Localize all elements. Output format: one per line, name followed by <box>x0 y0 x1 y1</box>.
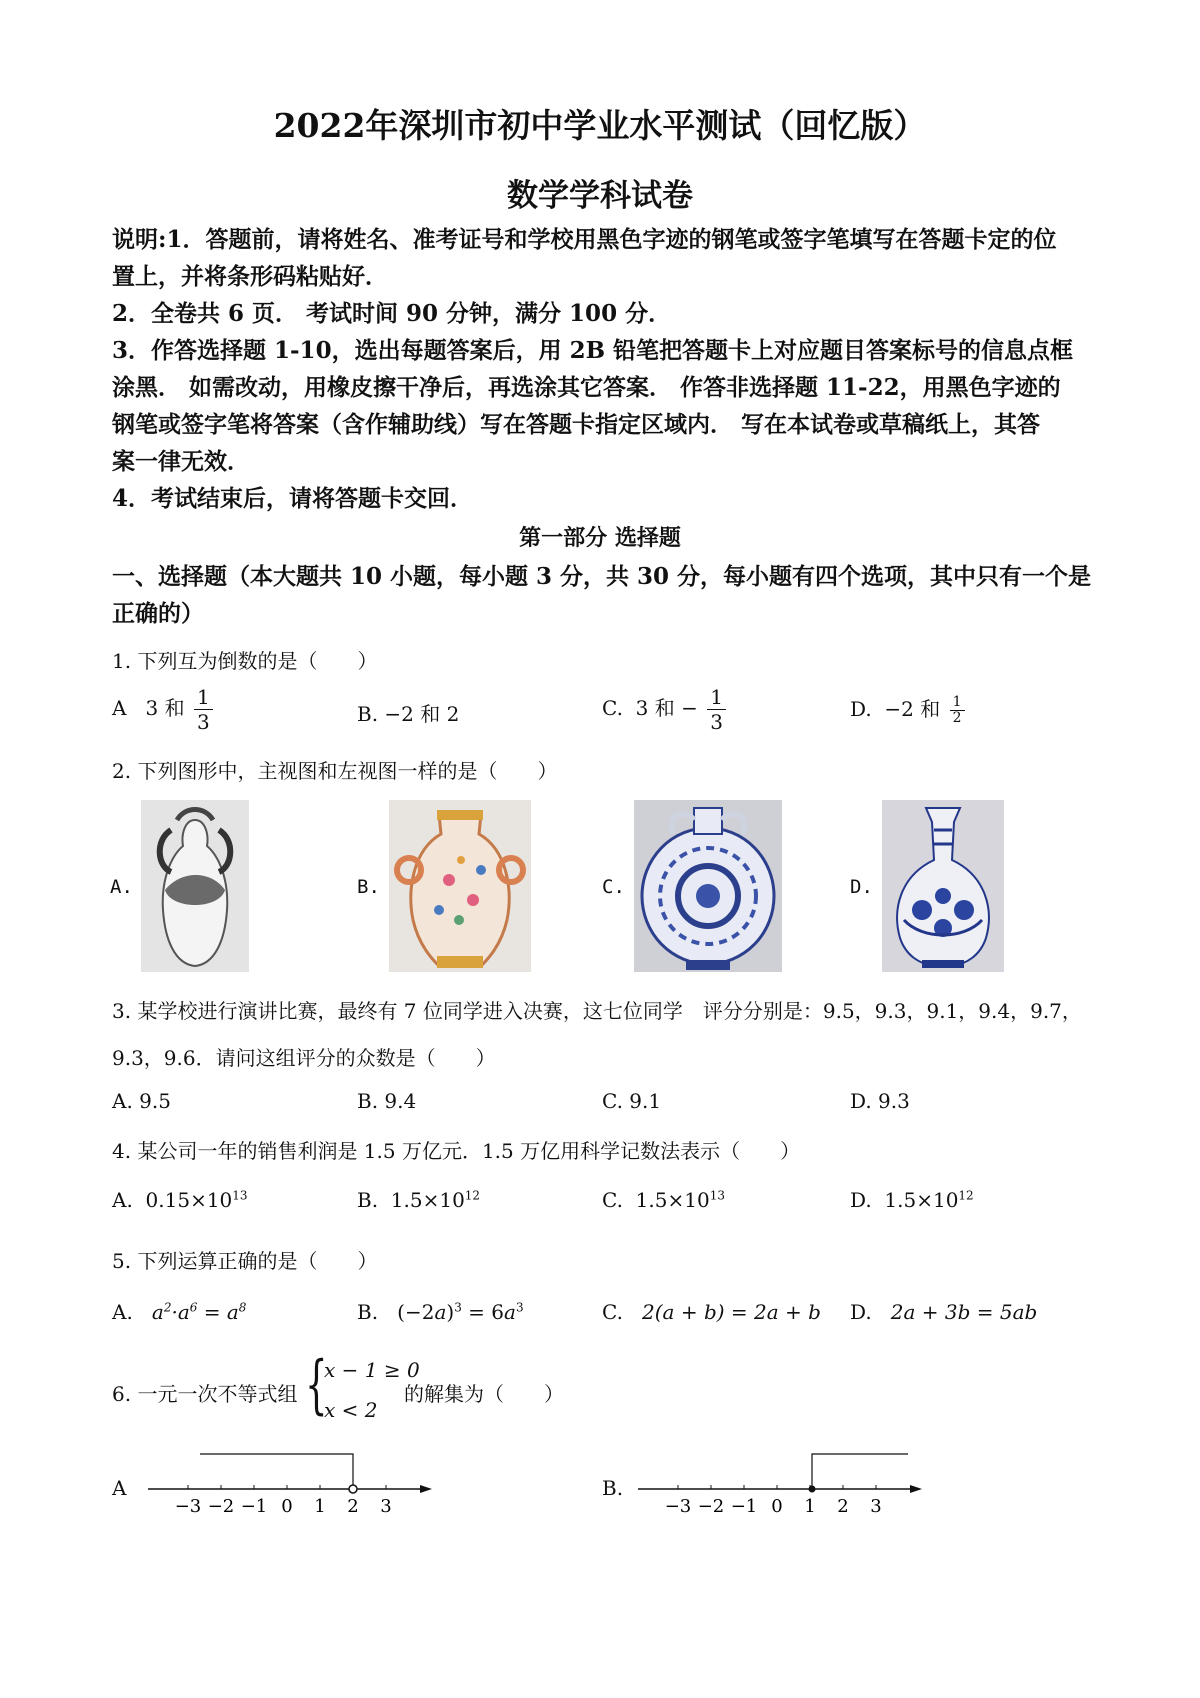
instruction-1a: 说明:1．答题前，请将姓名、准考证号和学校用黑色字迹的钢笔或签字笔填写在答题卡定的位 <box>112 226 1057 253</box>
q3-option-a: A. 9.5 <box>112 1089 171 1113</box>
q1-a-den: 3 <box>196 710 210 734</box>
instruction-4: 4．考试结束后，请将答题卡交回． <box>112 485 474 512</box>
q2-label-b: B. <box>357 876 380 898</box>
q4-d-exp: 12 <box>958 1188 974 1203</box>
q1-a-text: 3 和 <box>145 696 185 720</box>
system-brace: { <box>305 1348 328 1422</box>
q4-a-base: 0.15×10 <box>145 1188 233 1212</box>
tick-label: −2 <box>697 1496 725 1517</box>
q1-d-num: 1 <box>950 695 965 711</box>
q5-option-a <box>112 1300 246 1324</box>
q1-option-d <box>850 693 968 726</box>
q5-d-label: D. <box>850 1300 872 1324</box>
q4-c-base: 1.5×10 <box>635 1188 710 1212</box>
question-2-stem: 2. 下列图形中，主视图和左视图一样的是（ ） <box>112 759 558 783</box>
q1-d-text: −2 和 <box>884 697 941 721</box>
q6-option-b-label: B. <box>602 1476 624 1500</box>
page-title: 2022年深圳市初中学业水平测试（回忆版） <box>273 106 927 145</box>
question-3-stem-a: 3. 某学校进行演讲比赛，最终有 7 位同学进入决赛，这七位同学 评分分别是：9.5，9.3，9.1，9.4，9.7， <box>112 999 1082 1023</box>
q5-a-label: A. <box>112 1300 133 1324</box>
tick-label: 3 <box>380 1496 392 1517</box>
question-3-stem-b: 9.3，9.6．请问这组评分的众数是（ ） <box>112 1046 496 1070</box>
tick-label: 0 <box>771 1496 783 1517</box>
question-1-stem: 1. 下列互为倒数的是（ ） <box>112 649 378 673</box>
tick-label: −1 <box>730 1496 758 1517</box>
q6-option-a-label: A <box>112 1476 127 1500</box>
q1-d-den: 2 <box>952 710 962 726</box>
q1-c-label: C. <box>602 696 623 720</box>
q4-option-b <box>357 1188 480 1212</box>
q5-b-label: B. <box>357 1300 379 1324</box>
q5-option-d <box>850 1300 1037 1324</box>
q1-a-num: 1 <box>194 685 213 710</box>
question-6-stem-pre: 6. 一元一次不等式组 <box>112 1382 298 1406</box>
tick-label: −3 <box>174 1496 202 1517</box>
q4-d-base: 1.5×10 <box>884 1188 959 1212</box>
q4-b-exp: 12 <box>464 1188 481 1203</box>
q4-b-base: 1.5×10 <box>390 1188 465 1212</box>
tick-label: 3 <box>870 1496 882 1517</box>
q1-a-label: A <box>112 696 127 720</box>
q1-c-num: 1 <box>707 685 726 710</box>
q1-b-label: B. <box>357 702 379 726</box>
q3-option-c: C. 9.1 <box>602 1089 662 1113</box>
q1-option-c <box>602 685 729 734</box>
tick-label: −3 <box>664 1496 692 1517</box>
q4-option-d <box>850 1188 974 1212</box>
question-4-stem: 4. 某公司一年的销售利润是 1.5 万亿元．1.5 万亿用科学记数法表示（ ） <box>112 1139 801 1163</box>
q4-b-label: B. <box>357 1188 379 1212</box>
instruction-3b: 涂黑． 如需改动，用橡皮擦干净后，再选涂其它答案． 作答非选择题 11-22，用黑色字迹的 <box>112 374 1061 401</box>
q5-a-expr: $a^2\cdot a^6 = a^8$ <box>151 1300 247 1324</box>
q6-inequality-2: x < 2 <box>324 1398 378 1422</box>
q1-c-text: 3 和 − <box>635 696 698 720</box>
q5-option-c <box>602 1300 821 1324</box>
tick-label: 0 <box>281 1496 293 1517</box>
q5-b-expr: $(-2a)^3 = 6a^3$ <box>397 1300 524 1324</box>
tick-label: −1 <box>240 1496 268 1517</box>
q4-a-label: A. <box>112 1188 133 1212</box>
q4-option-a <box>112 1188 248 1212</box>
instruction-3d: 案一律无效． <box>112 448 250 475</box>
q6-inequality-1: x − 1 ≥ 0 <box>324 1358 420 1382</box>
q1-option-b <box>357 698 459 727</box>
q5-d-expr: 2a + 3b = 5ab <box>890 1300 1038 1324</box>
question-5-stem: 5. 下列运算正确的是（ ） <box>112 1249 378 1273</box>
q2-label-a: A. <box>110 876 133 898</box>
instruction-1b: 置上，并将条形码粘贴好． <box>112 263 388 290</box>
tick-label: 1 <box>314 1496 326 1517</box>
vase-image-a <box>141 800 249 972</box>
q4-d-label: D. <box>850 1188 872 1212</box>
part-title: 第一部分 选择题 <box>519 525 681 551</box>
tick-label: 2 <box>347 1496 359 1517</box>
section-heading-a: 一、选择题（本大题共 10 小题，每小题 3 分，共 30 分，每小题有四个选项，其中只有一个是 <box>112 563 1092 590</box>
q1-option-a <box>112 685 216 734</box>
vase-image-b <box>389 800 531 972</box>
q4-option-c <box>602 1188 725 1212</box>
q4-a-exp: 13 <box>232 1188 248 1203</box>
page-subtitle: 数学学科试卷 <box>507 178 693 214</box>
q3-option-d: D. 9.3 <box>850 1089 910 1113</box>
q6-number-line-a <box>140 1440 440 1520</box>
q2-label-c: C. <box>602 876 625 898</box>
q1-d-label: D. <box>850 697 872 721</box>
tick-label: 2 <box>837 1496 849 1517</box>
tick-label: −2 <box>207 1496 235 1517</box>
q1-c-den: 3 <box>710 710 723 734</box>
q5-c-label: C. <box>602 1300 623 1324</box>
q6-number-line-b <box>630 1440 930 1520</box>
q3-option-b: B. 9.4 <box>357 1089 417 1113</box>
question-6-stem-post: 的解集为（ ） <box>404 1382 564 1406</box>
vase-image-d <box>882 800 1004 972</box>
q5-option-b <box>357 1300 524 1324</box>
q1-d-fraction <box>950 695 965 726</box>
instruction-3a: 3．作答选择题 1-10，选出每题答案后，用 2B 铅笔把答题卡上对应题目答案标号的信息点框 <box>112 337 1074 364</box>
q5-c-expr: 2(a + b) = 2a + b <box>642 1300 821 1324</box>
q1-b-text: −2 和 2 <box>384 702 460 726</box>
q2-label-d: D. <box>850 876 873 898</box>
vase-image-c <box>634 800 782 972</box>
q4-c-label: C. <box>602 1188 623 1212</box>
q4-c-exp: 13 <box>709 1188 725 1203</box>
tick-label: 1 <box>804 1496 816 1517</box>
instruction-2: 2．全卷共 6 页． 考试时间 90 分钟，满分 100 分． <box>112 300 672 327</box>
section-heading-b: 正确的） <box>112 600 204 627</box>
q1-c-fraction <box>707 685 726 734</box>
q1-a-fraction <box>194 685 213 734</box>
instruction-3c: 钢笔或签字笔将答案（含作辅助线）写在答题卡指定区域内． 写在本试卷或草稿纸上，其答 <box>112 411 1041 438</box>
